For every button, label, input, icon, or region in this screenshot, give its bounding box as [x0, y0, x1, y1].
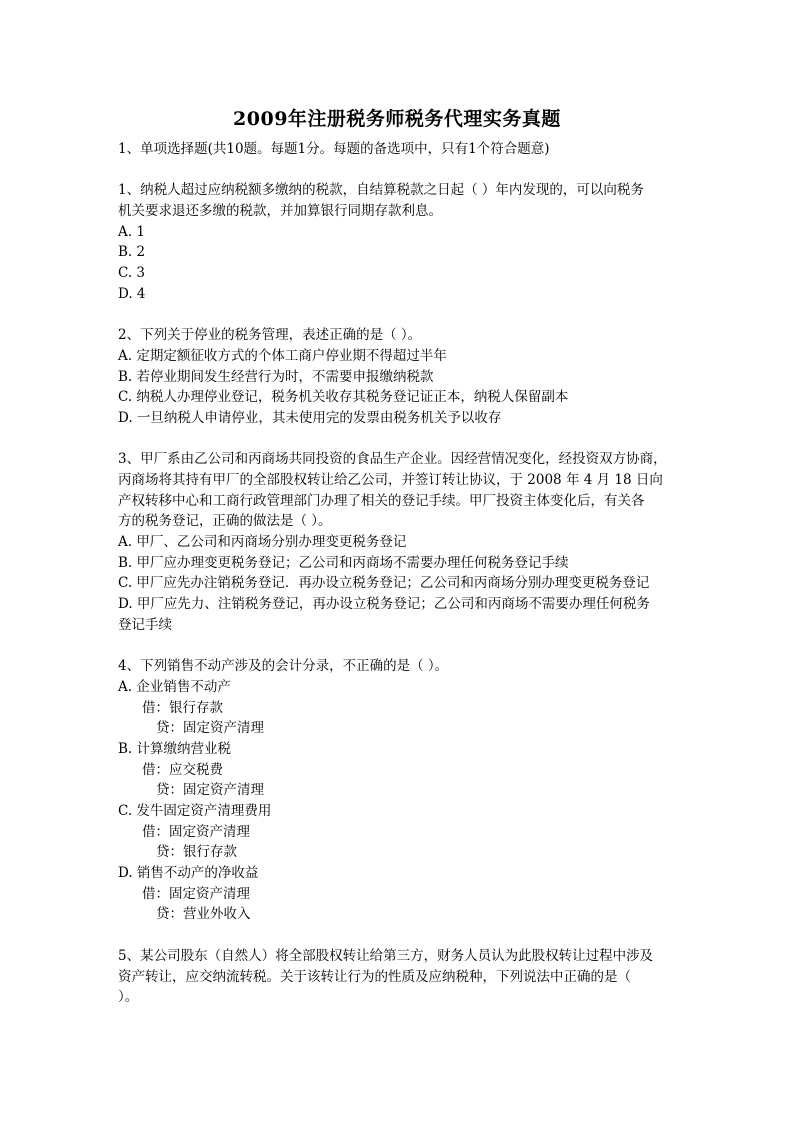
- question-3: [118, 449, 688, 635]
- option-d: D. 一旦纳税人申请停业，其未使用完的发票由税务机关予以收存: [118, 409, 502, 426]
- option-a: A. 1: [118, 223, 145, 240]
- question-stem-line: 资产转让，应交纳流转税。关于该转让行为的性质及应纳税种，下列说法中正确的是（: [118, 968, 631, 985]
- question-stem-line: 1、纳税人超过应纳税额多缴纳的税款，自结算税款之日起（ ）年内发现的，可以向税务: [118, 182, 644, 199]
- journal-debit: 借：银行存款: [142, 699, 223, 716]
- question-stem-line: 5、某公司股东（自然人）将全部股权转让给第三方，财务人员认为此股权转让过程中涉及: [118, 947, 654, 964]
- question-1: [118, 180, 688, 304]
- question-stem-line: 丙商场将其持有甲厂的全部股权转让给乙公司，并签订转让协议，于 2008 年 4 月 18 日向: [118, 472, 663, 488]
- question-stem-line: 产权转移中心和工商行政管理部门办理了相关的登记手续。甲厂投资主体变化后，有关各: [118, 492, 645, 509]
- question-stem-line: 4、下列销售不动产涉及的会计分录，不正确的是（ ）。: [118, 658, 449, 675]
- option-b: B. 计算缴纳营业税: [118, 740, 232, 757]
- document-title: 2009年注册税务师税务代理实务真题: [233, 108, 561, 130]
- option-a: A. 甲厂、乙公司和丙商场分别办理变更税务登记: [118, 534, 407, 551]
- journal-credit: 贷：固定资产清理: [156, 782, 264, 799]
- option-d: D. 销售不动产的净收益: [118, 865, 259, 882]
- question-2: [118, 325, 688, 428]
- option-b: B. 甲厂应办理变更税务登记；乙公司和丙商场不需要办理任何税务登记手续: [118, 554, 569, 571]
- question-stem-line: 机关要求退还多缴的税款，并加算银行同期存款利息。: [118, 203, 442, 220]
- journal-credit: 贷：银行存款: [156, 844, 237, 861]
- question-stem-line: ）。: [118, 989, 139, 1006]
- question-4: [118, 656, 688, 925]
- option-b: B. 2: [118, 244, 146, 261]
- option-d-continued: 登记手续: [118, 616, 172, 633]
- option-c: C. 纳税人办理停业登记，税务机关收存其税务登记证正本，纳税人保留副本: [118, 389, 569, 406]
- question-stem-line: 2、下列关于停业的税务管理，表述正确的是（ ）。: [118, 327, 422, 344]
- option-d: D. 甲厂应先力、注销税务登记，再办设立税务登记；乙公司和丙商场不需要办理任何税务: [118, 596, 650, 613]
- journal-credit: 贷：固定资产清理: [156, 720, 264, 737]
- question-5: [118, 946, 688, 1008]
- option-a: A. 定期定额征收方式的个体工商户停业期不得超过半年: [118, 347, 447, 364]
- question-stem-line: 方的税务登记，正确的做法是（ ）。: [118, 513, 332, 530]
- option-d: D. 4: [118, 285, 146, 302]
- section-header: 1、单项选择题(共10题。每题1分。每题的备选项中，只有1个符合题意): [118, 141, 550, 157]
- option-c: C. 甲厂应先办注销税务登记．再办设立税务登记；乙公司和丙商场分别办理变更税务登记: [118, 575, 650, 592]
- option-c: C. 3: [118, 265, 146, 282]
- option-b: B. 若停业期间发生经营行为时，不需要申报缴纳税款: [118, 368, 434, 385]
- journal-debit: 借：应交税费: [142, 761, 223, 778]
- document-body: [118, 139, 688, 1008]
- journal-debit: 借：固定资产清理: [142, 885, 250, 902]
- journal-debit: 借：固定资产清理: [142, 823, 250, 840]
- option-a: A. 企业销售不动产: [118, 678, 231, 695]
- question-stem-line: 3、甲厂系由乙公司和丙商场共同投资的食品生产企业。因经营情况变化，经投资双方协商，: [118, 451, 667, 468]
- option-c: C. 发牛固定资产清理费用: [118, 803, 272, 819]
- journal-credit: 贷：营业外收入: [156, 906, 251, 923]
